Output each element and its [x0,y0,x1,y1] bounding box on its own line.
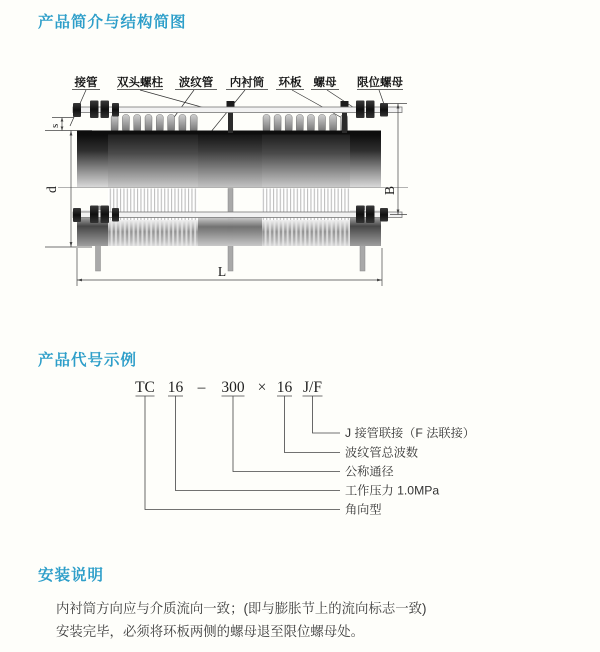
code-pressure: 16 [167,379,184,396]
code-times: × [257,379,267,396]
code-dn: 300 [221,379,245,396]
section-title-code: 产品代号示例 [38,352,138,369]
section-title-install: 安装说明 [38,567,105,584]
code-string [135,379,322,396]
section-title-intro: 产品简介与结构简图 [38,14,187,31]
right-pipe-collar [350,131,381,187]
legend-dn: 公称通径 [345,464,394,479]
label-luomu: 螺母 [313,77,337,89]
label-lianguan: 接管 [74,77,98,89]
lower-half [73,189,402,247]
top-tie-rod [73,107,402,113]
code-legend [345,425,475,517]
code-conn: J/F [303,379,322,396]
dim-B: B [382,185,397,195]
inner-sleeve-section [198,131,262,187]
legend-waves: 波纹管总波数 [345,445,419,460]
legend-connection: J 接管联接（F 法联接） [345,426,475,440]
label-huanban: 环板 [278,77,302,89]
legend-type: 角向型 [345,502,382,517]
legend-pressure: 工作压力 1.0MPa [345,483,440,498]
code-type: TC [135,379,155,396]
install-instructions [56,597,556,644]
label-shuangtouluozhu: 双头螺柱 [117,77,163,89]
label-xianweiluomu: 限位螺母 [357,77,403,89]
left-pipe-collar [77,131,108,187]
label-bowenguan: 波纹管 [178,77,214,89]
dim-L: L [217,264,227,279]
part-labels [74,75,404,89]
product-code-figure [120,370,510,525]
install-line-1: 内衬筒方向应与介质流向一致；(即与膨胀节上的流向标志一致) [56,601,427,616]
install-line-2: 安装完毕，必须将环板两侧的螺母退至限位螺母处。 [56,624,364,640]
dim-s: s [49,123,61,128]
lower-tie-rod [73,212,402,218]
label-neichentong: 内衬筒 [229,77,265,89]
upper-body [77,131,381,188]
code-dash: – [197,379,206,396]
structure-diagram [40,60,470,310]
dim-d: d [44,186,59,193]
code-waves: 16 [276,379,293,396]
code-connectors [136,396,341,510]
